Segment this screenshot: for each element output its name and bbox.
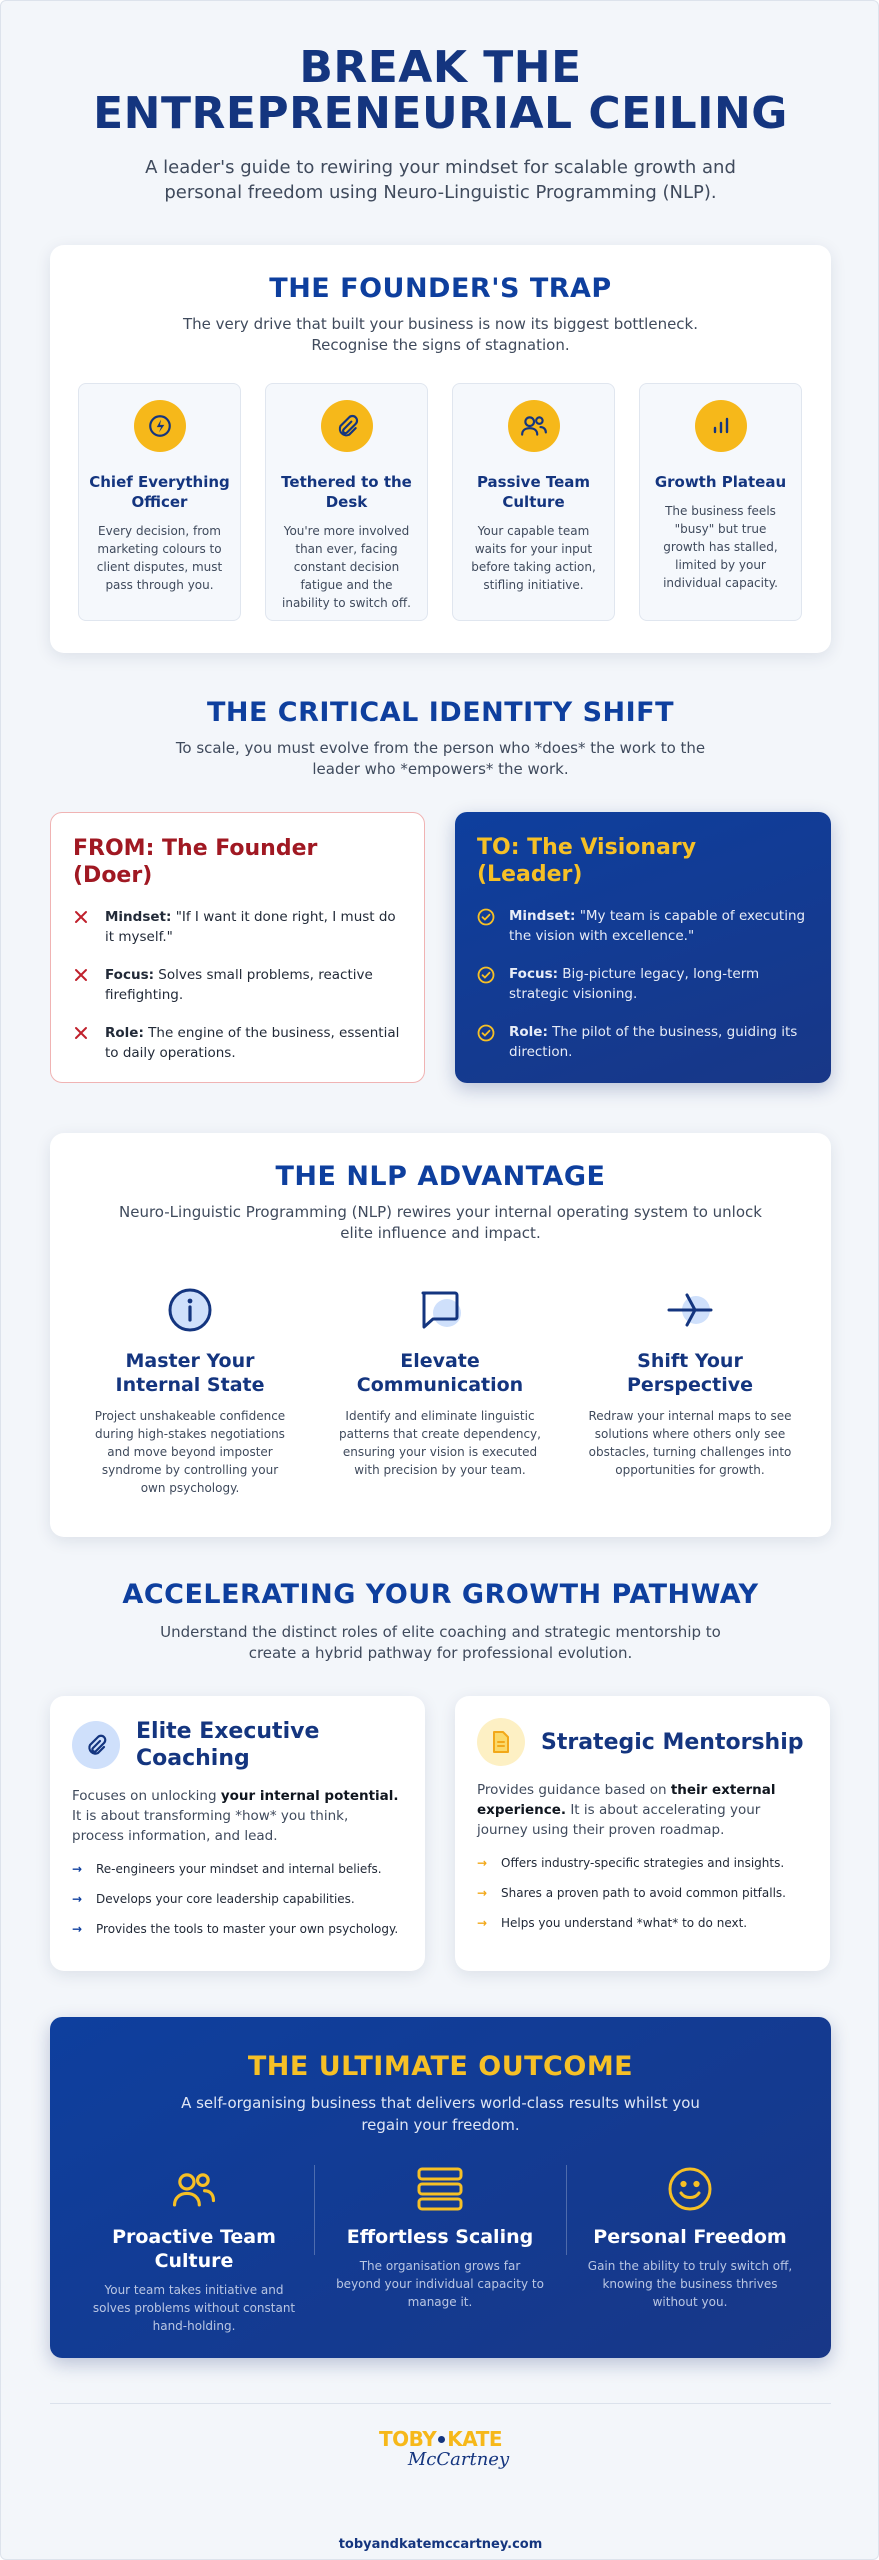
paperclip-icon [321,400,373,452]
arrow-right-icon: → [477,1856,488,1870]
item-text: Re-engineers your mindset and internal beliefs. [96,1862,382,1876]
item-text: Shares a proven path to avoid common pitfalls. [501,1886,786,1900]
outcome-item-text: Gain the ability to truly switch off, knowing the business thrives without you. [587,2259,793,2309]
bar-chart-icon [695,400,747,452]
shift-subtitle: To scale, you must evolve from the person who *does* the work to the leader who *empowers* the work. [175,739,706,778]
desc-text: Provides guidance based on [477,1782,671,1798]
outcome-item-text: Your team takes initiative and solves problems without constant hand-holding. [92,2283,296,2333]
arrow-right-icon: → [72,1922,83,1936]
trap-item-title: Chief Everything Officer [89,473,230,511]
arrow-right-icon: → [477,1916,488,1930]
nlp-item [334,1287,546,1479]
arrow-right-icon: → [477,1886,488,1900]
founders-trap-card [50,245,831,653]
trap-item-title: Passive Team Culture [476,473,591,511]
nlp-item-text: Redraw your internal maps to see solutions where others only see obstacles, turning challenges into opportunities for growth. [588,1409,792,1477]
trap-item [452,383,615,621]
lightning-icon [134,400,186,452]
mentorship-list [477,1854,808,1932]
from-founder-card [50,812,425,1083]
to-list [477,906,809,1062]
logo-left: TOBY [378,2427,437,2451]
footer-divider [50,2403,831,2404]
item-label: Focus: [509,966,558,982]
item-text: The pilot of the business, guiding its direction. [509,1024,798,1060]
trap-title: THE FOUNDER'S TRAP [269,273,612,304]
check-circle-icon [477,1024,497,1048]
list-item [72,1860,403,1878]
paperclip-icon [72,1721,120,1769]
desc-bold: your internal potential. [220,1788,399,1804]
identity-shift-header [1,697,879,780]
trap-item-text: The business feels "busy" but true growth has stalled, limited by your individual capacity. [663,504,778,590]
logo-dot [438,2436,445,2443]
cross-icon [73,909,93,931]
item-text: Solves small problems, reactive firefighting. [105,967,373,1003]
brand-logo [1,2427,879,2470]
nlp-item-text: Identify and eliminate linguistic patterns that create dependency, ensuring your vision is executed with precision by your team. [339,1409,541,1477]
logo-wordmark [1,2427,879,2451]
item-text: "My team is capable of executing the vision with excellence." [509,908,806,944]
to-visionary-card [455,812,831,1083]
pathway-title: ACCELERATING YOUR GROWTH PATHWAY [122,1579,759,1610]
outcome-item [322,2165,558,2311]
outcome-subtitle: A self-organising business that delivers world-class results whilst you regain your freedom. [181,2094,700,2134]
item-label: Mindset: [509,908,576,924]
desc-text: It is about accelerating your journey using their proven roadmap. [477,1802,761,1838]
trap-item-text: Every decision, from marketing colours to client disputes, must pass through you. [96,524,223,592]
list-item [72,1920,403,1938]
trap-grid [78,383,803,629]
item-label: Role: [509,1024,548,1040]
item-label: Focus: [105,967,154,983]
mentorship-title: Strategic Mentorship [541,1729,804,1755]
mentorship-description [477,1780,808,1840]
outcome-item-title: Effortless Scaling [346,2226,534,2248]
to-title: TO: The Visionary (Leader) [477,835,697,887]
outcome-item [572,2165,808,2311]
logo-right: KATE [447,2427,502,2451]
team-icon [508,400,560,452]
coaching-title: Elite Executive Coaching [136,1719,320,1771]
trap-item-title: Tethered to the Desk [281,473,412,511]
trap-item-text: You're more involved than ever, facing constant decision fatigue and the inability to switch off. [282,524,411,610]
shift-title: THE CRITICAL IDENTITY SHIFT [206,697,675,728]
ultimate-outcome-card [50,2017,831,2358]
list-item [477,964,809,1004]
desc-bold: their external experience. [477,1782,776,1818]
item-text: Develops your core leadership capabilities. [96,1892,355,1906]
item-label: Role: [105,1025,144,1041]
desc-text: It is about transforming *how* you think, process information, and lead. [72,1808,349,1844]
item-label: Mindset: [105,909,172,925]
nlp-item [84,1287,296,1497]
item-text: Helps you understand *what* to do next. [501,1916,748,1930]
nlp-item-title: Shift Your Perspective [626,1350,754,1396]
from-title: FROM: The Founder (Doer) [73,836,318,888]
arrow-right-icon: → [72,1862,83,1876]
page-subtitle: A leader's guide to rewiring your mindset for scalable growth and personal freedom using Neuro-Linguistic Programming (NLP). [145,157,736,203]
item-text: The engine of the business, essential to daily operations. [105,1025,400,1061]
document-icon [477,1718,525,1766]
nlp-item-title: Elevate Communication [356,1350,524,1396]
trap-item [639,383,802,621]
cross-icon [73,1025,93,1047]
coaching-description [72,1786,403,1846]
nlp-item-title: Master Your Internal State [115,1350,265,1396]
list-item [477,1022,809,1062]
airplane-icon [584,1287,796,1333]
info-icon [84,1287,296,1333]
smiley-icon [572,2165,808,2213]
list-item [72,1890,403,1908]
list-item [477,1854,808,1872]
coaching-header [72,1718,403,1772]
list-item [73,965,402,1005]
website-link[interactable]: tobyandkatemccartney.com [338,2537,543,2552]
trap-item [78,383,241,621]
coaching-list [72,1860,403,1938]
list-item [477,1884,808,1902]
check-circle-icon [477,966,497,990]
trap-item-text: Your capable team waits for your input before taking action, stifling initiative. [471,524,596,592]
from-list [73,907,402,1063]
item-text: "If I want it done right, I must do it myself." [105,909,396,945]
nlp-advantage-card [50,1133,831,1537]
server-stack-icon [322,2165,558,2213]
nlp-title: THE NLP ADVANTAGE [275,1161,606,1192]
trap-item [265,383,428,621]
item-text: Big-picture legacy, long-term strategic visioning. [509,966,760,1002]
outcome-title: THE ULTIMATE OUTCOME [247,2051,634,2082]
item-text: Provides the tools to master your own psychology. [96,1922,399,1936]
nlp-item [584,1287,796,1479]
mentorship-card [455,1696,830,1971]
divider [314,2165,315,2255]
list-item [73,907,402,947]
growth-pathway-header [1,1579,879,1664]
trap-item-title: Growth Plateau [654,473,787,491]
outcome-item-title: Personal Freedom [593,2226,787,2248]
outcome-item [76,2165,312,2335]
coaching-card [50,1696,425,1971]
logo-script: McCartney [407,2449,510,2470]
mentorship-header [477,1718,808,1766]
check-circle-icon [477,908,497,932]
list-item [477,1914,808,1932]
nlp-subtitle: Neuro-Linguistic Programming (NLP) rewires your internal operating system to unlock elite influence and impact. [119,1203,762,1242]
desc-text: Focuses on unlocking [72,1788,221,1804]
arrow-right-icon: → [72,1892,83,1906]
outcome-item-title: Proactive Team Culture [112,2226,276,2272]
divider [566,2165,567,2255]
cross-icon [73,967,93,989]
team-icon [76,2165,312,2213]
nlp-item-text: Project unshakeable confidence during high-stakes negotiations and move beyond imposter syndrome by controlling your own psychology. [94,1409,286,1495]
outcome-item-text: The organisation grows far beyond your individual capacity to manage it. [336,2259,544,2309]
page-title: BREAK THE ENTREPRENEURIAL CEILING [93,42,788,139]
trap-subtitle: The very drive that built your business is now its biggest bottleneck. Recognise the signs of stagnation. [182,315,699,354]
list-item [73,1023,402,1063]
list-item [477,906,809,946]
hero [1,42,879,205]
pathway-subtitle: Understand the distinct roles of elite coaching and strategic mentorship to create a hybrid pathway for professional evolution. [160,1623,721,1662]
item-text: Offers industry-specific strategies and insights. [501,1856,785,1870]
speech-bubble-icon [334,1287,546,1333]
